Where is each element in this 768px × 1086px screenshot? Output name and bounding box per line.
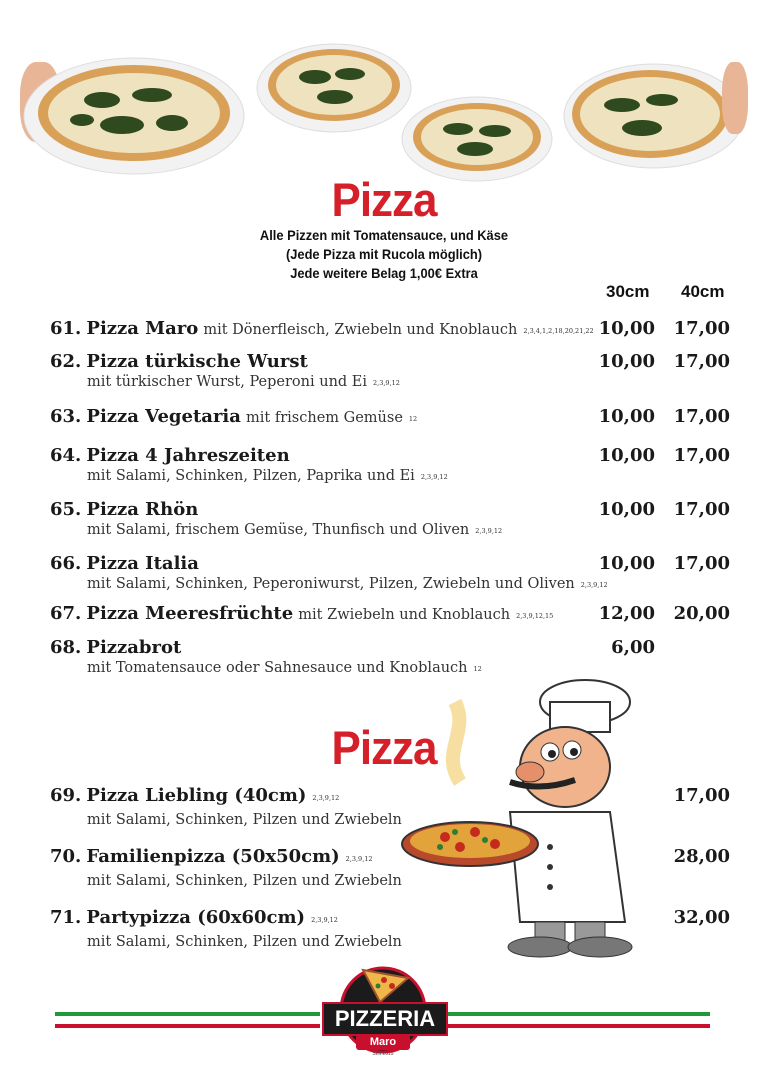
item-description: mit Salami, Schinken, Peperoniwurst, Pilzen, Zwiebeln und Oliven 2,3,9,12	[87, 576, 608, 592]
item-name: Familienpizza (50x50cm)	[86, 846, 340, 867]
flag-stripes-left	[55, 1012, 320, 1030]
item-description: mit Salami, Schinken, Pilzen und Zwiebeln	[87, 873, 402, 889]
item-name: Pizza Maro	[86, 318, 199, 339]
item-number: 70.	[50, 846, 82, 867]
item-description: mit Salami, Schinken, Pilzen und Zwiebeln	[87, 812, 402, 828]
item-price-30cm: 10,00	[598, 445, 655, 466]
stripe-red	[55, 1024, 320, 1028]
menu-item	[50, 499, 740, 538]
item-allergens: 2,3,9,12	[475, 527, 503, 535]
menu-item	[50, 907, 740, 950]
item-name: Pizza Meeresfrüchte	[86, 603, 294, 624]
section-heading-pizza: Pizza	[331, 174, 437, 227]
item-name: Pizza Vegetaria	[86, 406, 241, 427]
item-allergens: 2,3,9,12	[373, 379, 400, 387]
logo-subtitle: Maro	[356, 1034, 410, 1050]
stripe-green	[448, 1012, 710, 1016]
item-price-40cm: 17,00	[673, 445, 730, 466]
item-name: Partypizza (60x60cm)	[86, 907, 306, 928]
item-description: mit Tomatensauce oder Sahnesauce und Knoblauch 12	[87, 660, 482, 676]
item-description: mit türkischer Wurst, Peperoni und Ei 2,3,9,12	[87, 374, 400, 390]
item-number: 66.	[50, 553, 82, 574]
menu-item	[50, 351, 740, 390]
item-price-40cm: 17,00	[673, 406, 730, 427]
item-number: 65.	[50, 499, 82, 520]
menu-item	[50, 637, 740, 676]
item-price-30cm: 10,00	[598, 499, 655, 520]
item-name: Pizza 4 Jahreszeiten	[86, 445, 290, 466]
intro-line: Jede weitere Belag 1,00€ Extra	[290, 265, 478, 281]
item-number: 61.	[50, 318, 82, 339]
item-name: Pizza Liebling (40cm)	[86, 785, 307, 806]
menu-item	[50, 846, 740, 889]
stripe-white	[55, 1018, 320, 1022]
item-description: mit Dönerfleisch, Zwiebeln und Knoblauch	[203, 322, 518, 338]
item-allergens: 2,3,9,12	[311, 916, 338, 924]
item-allergens: 2,3,4,1,2,18,20,21,22	[523, 327, 594, 335]
stripe-white	[448, 1018, 710, 1022]
item-allergens: 2,3,9,12	[345, 855, 373, 863]
item-number: 67.	[50, 603, 82, 624]
menu-item	[50, 785, 740, 828]
pizza-photo-3	[400, 95, 555, 183]
item-number: 63.	[50, 406, 82, 427]
stripe-red	[448, 1024, 710, 1028]
item-name: Pizza Italia	[86, 553, 199, 574]
item-price-30cm: 10,00	[598, 318, 655, 339]
logo-title: PIZZERIA	[322, 1002, 448, 1036]
size-header-30cm: 30cm	[606, 282, 650, 301]
item-allergens: 2,3,9,12,15	[516, 612, 554, 620]
item-number: 69.	[50, 785, 82, 806]
item-price-30cm: 10,00	[598, 351, 655, 372]
item-description: mit Zwiebeln und Knoblauch	[298, 607, 511, 623]
menu-item	[50, 318, 740, 339]
menu-item	[50, 406, 740, 427]
item-price-40cm: 17,00	[673, 351, 730, 372]
item-description: mit Salami, Schinken, Pilzen und Zwiebeln	[87, 934, 402, 950]
item-description: mit Salami, Schinken, Pilzen, Paprika und Ei 2,3,9,12	[87, 468, 448, 484]
item-name: Pizzabrot	[86, 637, 182, 658]
menu-item	[50, 553, 740, 592]
intro-line: (Jede Pizza mit Rucola möglich)	[285, 246, 483, 262]
item-price: 28,00	[673, 846, 730, 867]
flag-stripes-right	[448, 1012, 710, 1030]
pizza-photo-2	[255, 42, 413, 134]
item-number: 68.	[50, 637, 82, 658]
item-name: Pizza Rhön	[86, 499, 199, 520]
item-price: 32,00	[673, 907, 730, 928]
pizzeria-logo	[318, 958, 448, 1068]
item-price-30cm: 6,00	[611, 637, 655, 658]
item-allergens: 12	[473, 665, 482, 673]
item-price-40cm: 17,00	[673, 553, 730, 574]
menu-item	[50, 603, 740, 624]
item-price-30cm: 10,00	[598, 553, 655, 574]
logo-since: Seit 2019	[372, 1051, 394, 1057]
item-price-30cm: 10,00	[598, 406, 655, 427]
section-heading-pizza: Pizza	[331, 722, 437, 775]
item-description: mit Salami, frischem Gemüse, Thunfisch und Oliven 2,3,9,12	[87, 522, 503, 538]
item-number: 71.	[50, 907, 82, 928]
stripe-green	[55, 1012, 320, 1016]
item-allergens: 2,3,9,12	[580, 581, 608, 589]
item-price-40cm: 17,00	[673, 318, 730, 339]
pizza-photo-strip	[0, 0, 768, 185]
menu-item	[50, 445, 740, 484]
hand-image	[722, 62, 748, 134]
intro-line: Alle Pizzen mit Tomatensauce, und Käse	[259, 227, 509, 243]
item-price-40cm: 20,00	[673, 603, 730, 624]
menu-intro	[0, 226, 768, 283]
pizza-photo-1	[22, 55, 247, 177]
item-price-30cm: 12,00	[598, 603, 655, 624]
item-price: 17,00	[673, 785, 730, 806]
item-number: 64.	[50, 445, 82, 466]
item-allergens: 12	[408, 415, 418, 423]
item-allergens: 2,3,9,12	[312, 794, 340, 802]
item-number: 62.	[50, 351, 82, 372]
item-price-40cm: 17,00	[673, 499, 730, 520]
item-description: mit frischem Gemüse	[246, 410, 403, 426]
item-allergens: 2,3,9,12	[420, 473, 448, 481]
size-header-40cm: 40cm	[681, 282, 725, 301]
item-name: Pizza türkische Wurst	[86, 351, 308, 372]
